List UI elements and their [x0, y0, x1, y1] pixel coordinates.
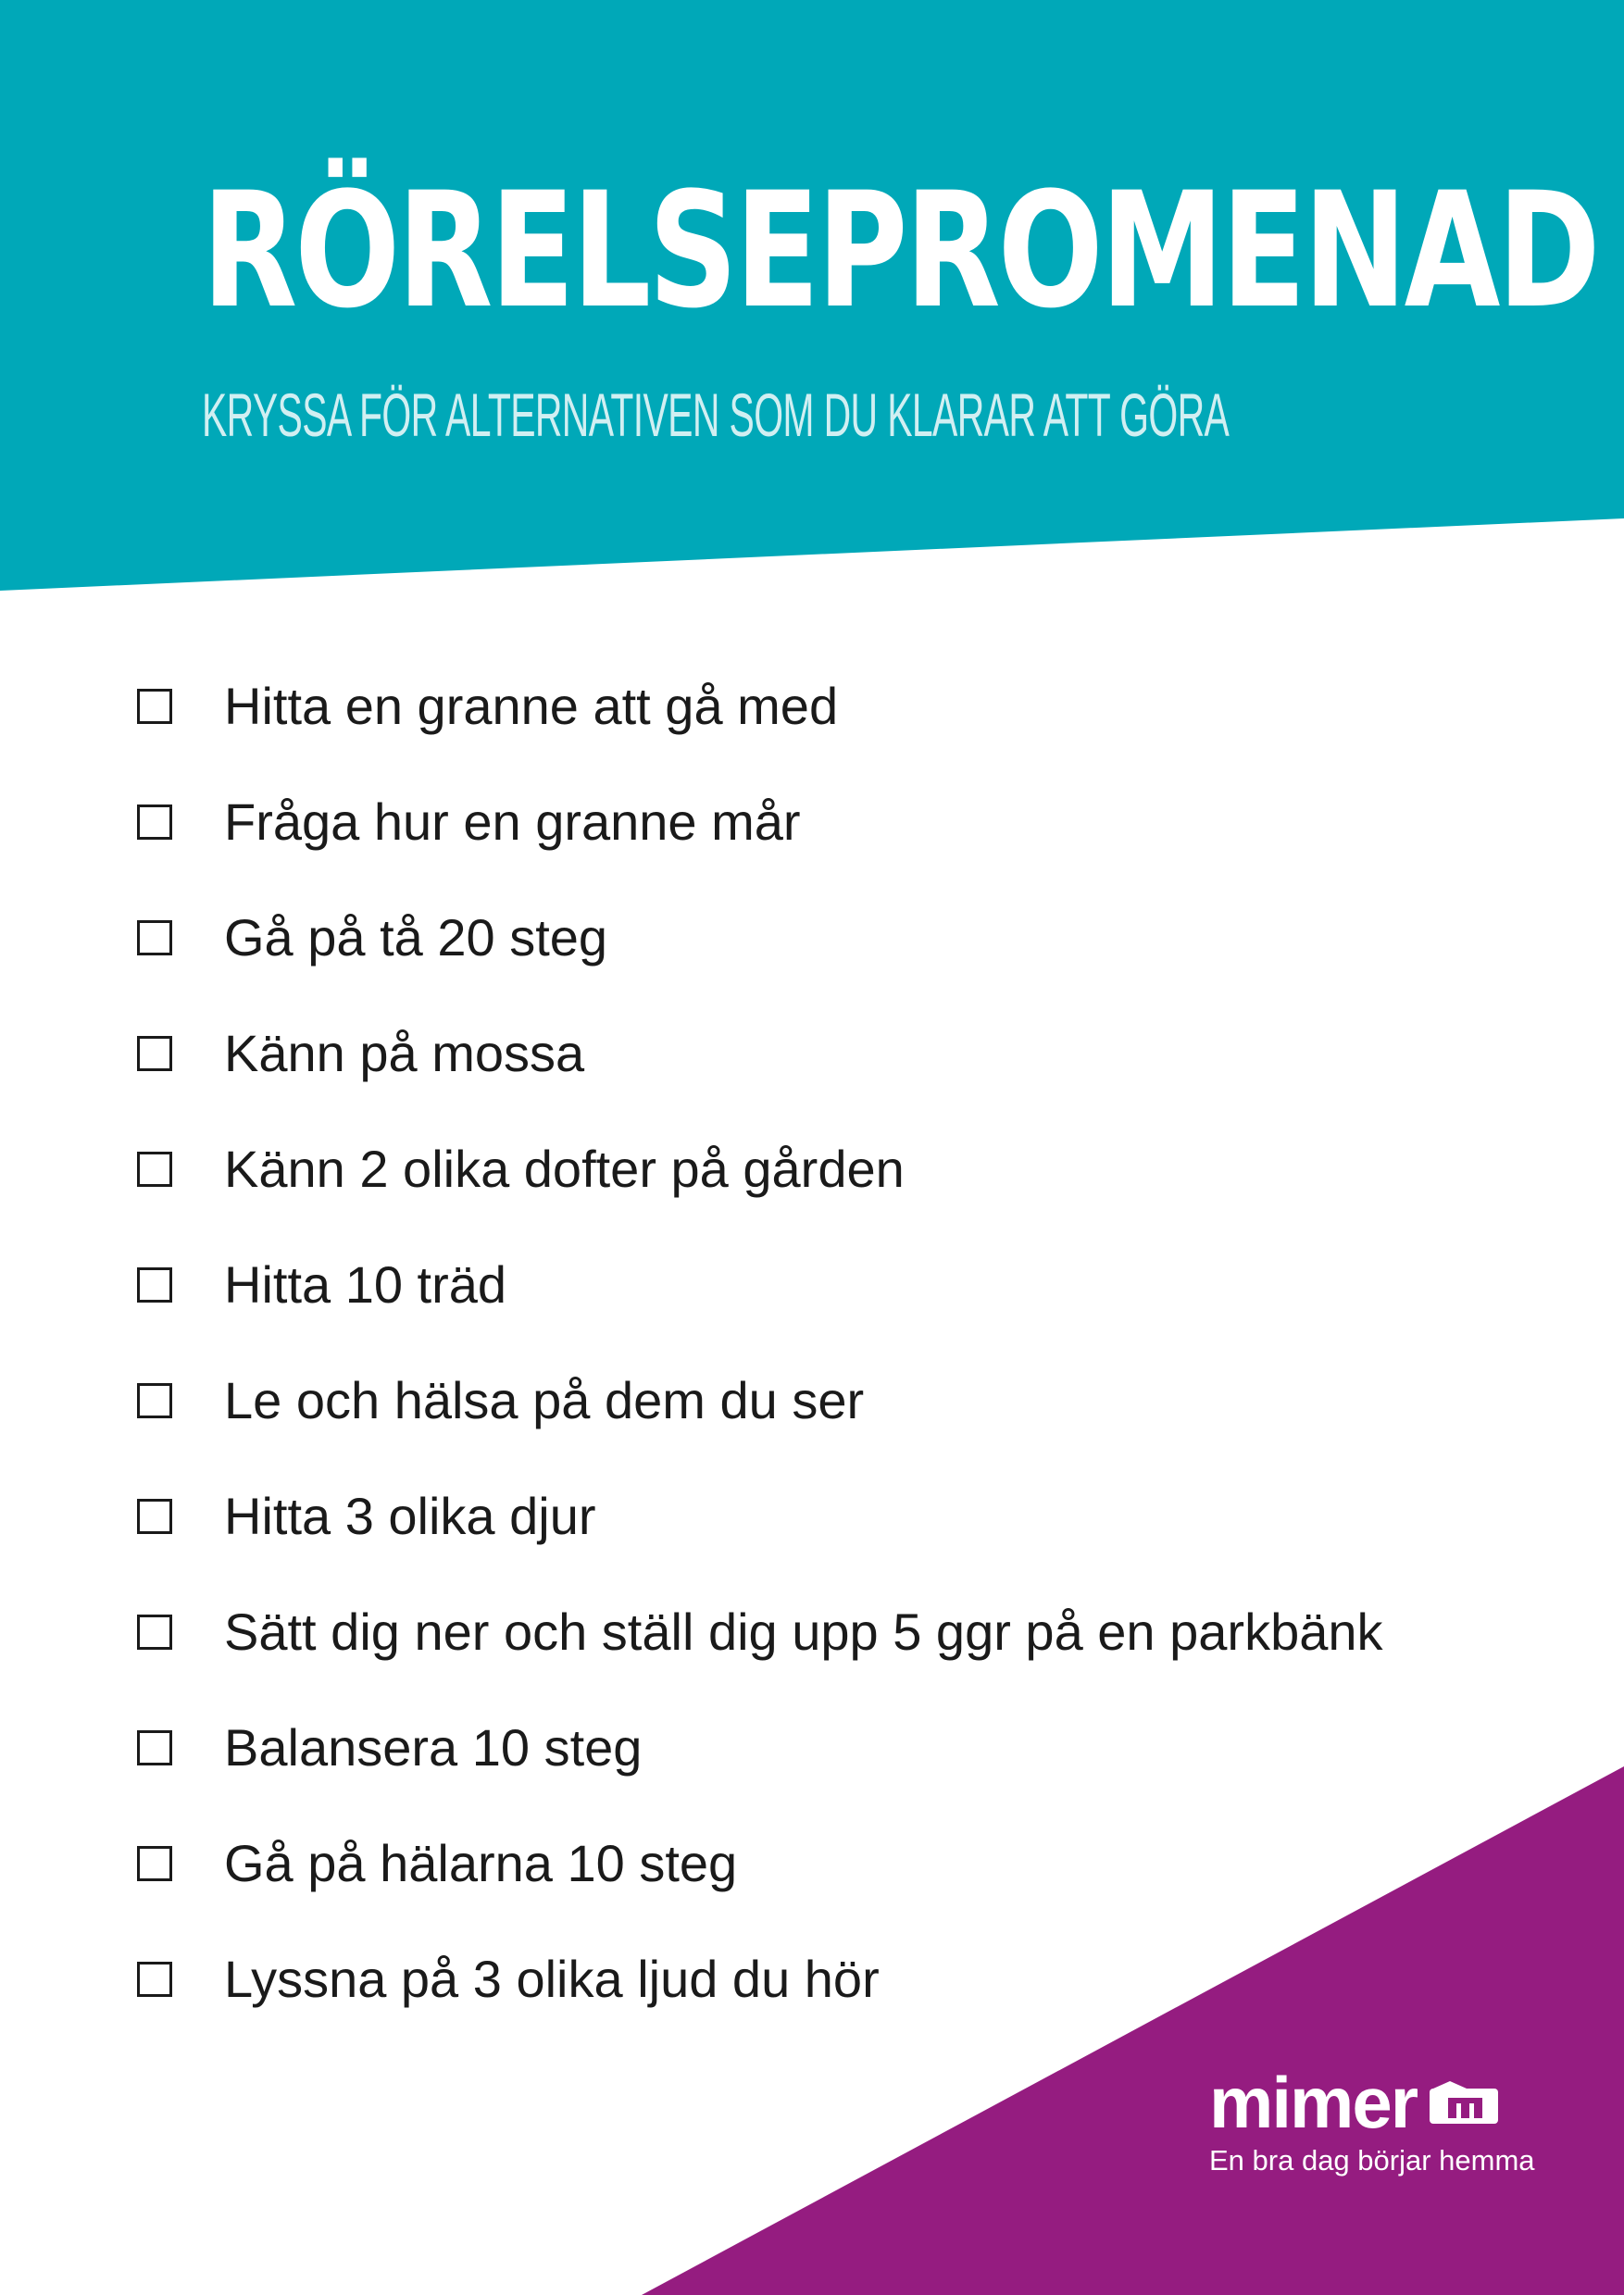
- checklist-item[interactable]: [137, 1111, 1383, 1227]
- checklist-item[interactable]: [137, 648, 1383, 764]
- checkbox[interactable]: [137, 1730, 172, 1765]
- checklist-item-label: Gå på tå 20 steg: [224, 908, 608, 967]
- checklist-item-label: Le och hälsa på dem du ser: [224, 1371, 865, 1429]
- checklist-item[interactable]: [137, 1921, 1383, 2037]
- checklist-item[interactable]: [137, 1342, 1383, 1458]
- checklist-item[interactable]: [137, 879, 1383, 995]
- checkbox[interactable]: [137, 1962, 172, 1997]
- checklist: [137, 648, 1383, 2037]
- checklist-item-label: Fråga hur en granne mår: [224, 792, 801, 851]
- checklist-item-label: Sätt dig ner och ställ dig upp 5 ggr på en parkbänk: [224, 1603, 1383, 1661]
- checkbox[interactable]: [137, 1383, 172, 1418]
- checkbox[interactable]: [137, 689, 172, 724]
- checklist-item-label: Hitta 10 träd: [224, 1255, 507, 1314]
- checklist-item[interactable]: [137, 1805, 1383, 1921]
- checkbox[interactable]: [137, 1615, 172, 1650]
- page-title: RÖRELSEPROMENAD: [202, 157, 1598, 343]
- brand-logo: [1209, 2062, 1535, 2177]
- checkbox[interactable]: [137, 1036, 172, 1071]
- checklist-item[interactable]: [137, 1227, 1383, 1342]
- checklist-item-label: Känn 2 olika dofter på gården: [224, 1140, 905, 1198]
- checklist-item[interactable]: [137, 764, 1383, 879]
- checklist-item[interactable]: [137, 995, 1383, 1111]
- brand-tagline: En bra dag börjar hemma: [1209, 2144, 1535, 2177]
- page-subtitle: KRYSSA FÖR ALTERNATIVEN SOM DU KLARAR ATT GÖRA: [202, 380, 1230, 449]
- checkbox[interactable]: [137, 920, 172, 955]
- house-logo-icon: [1430, 2081, 1498, 2124]
- brand-name: mimer: [1209, 2062, 1418, 2143]
- checkbox[interactable]: [137, 804, 172, 840]
- brand-wordmark: [1209, 2062, 1535, 2143]
- checkbox[interactable]: [137, 1152, 172, 1187]
- checklist-item-label: Hitta 3 olika djur: [224, 1487, 596, 1545]
- checklist-item-label: Balansera 10 steg: [224, 1718, 643, 1777]
- checklist-item[interactable]: [137, 1574, 1383, 1690]
- checklist-item-label: Gå på hälarna 10 steg: [224, 1834, 738, 1892]
- checkbox[interactable]: [137, 1846, 172, 1881]
- checklist-item[interactable]: [137, 1690, 1383, 1805]
- checklist-item-label: Känn på mossa: [224, 1024, 585, 1082]
- checklist-item-label: Hitta en granne att gå med: [224, 677, 839, 735]
- checklist-item-label: Lyssna på 3 olika ljud du hör: [224, 1950, 880, 2008]
- checkbox[interactable]: [137, 1499, 172, 1534]
- checklist-item[interactable]: [137, 1458, 1383, 1574]
- checkbox[interactable]: [137, 1267, 172, 1303]
